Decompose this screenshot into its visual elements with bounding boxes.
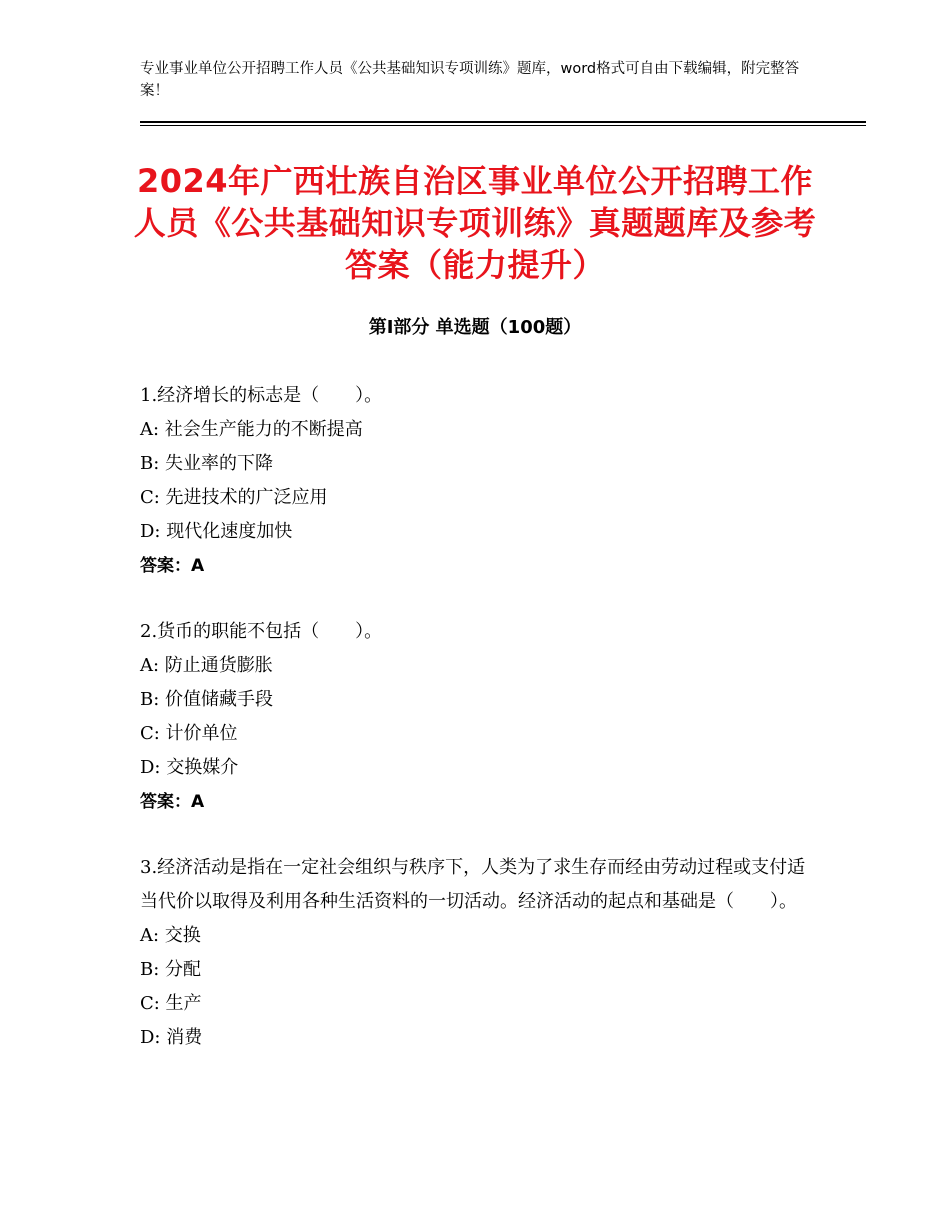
- header-divider-thin: [140, 125, 866, 126]
- option-a: A: 交换: [140, 925, 201, 946]
- option-c: C: 生产: [140, 993, 202, 1014]
- question-1: [140, 379, 810, 583]
- question-3: [140, 851, 810, 1055]
- document-title: 2024年广西壮族自治区事业单位公开招聘工作人员《公共基础知识专项训练》真题题库及参考答案（能力提升）: [133, 162, 817, 284]
- option-d: D: 消费: [140, 1027, 203, 1048]
- question-list: [140, 379, 810, 1087]
- question-stem: 2.货币的职能不包括（ ）。: [140, 621, 383, 642]
- header-divider-thick: [140, 121, 866, 123]
- header-note: 专业事业单位公开招聘工作人员《公共基础知识专项训练》题库，word格式可自由下载编辑，附完整答案！: [140, 61, 800, 99]
- question-stem: 1.经济增长的标志是（ ）。: [140, 385, 383, 406]
- answer-label: 答案：A: [140, 556, 205, 576]
- option-a: A: 社会生产能力的不断提高: [140, 419, 363, 440]
- option-b: B: 价值储藏手段: [140, 689, 274, 710]
- option-c: C: 计价单位: [140, 723, 238, 744]
- question-stem: 3.经济活动是指在一定社会组织与秩序下，人类为了求生存而经由劳动过程或支付适当代价以取得及利用各种生活资料的一切活动。经济活动的起点和基础是（ ）。: [140, 857, 806, 912]
- section-title: 第Ⅰ部分 单选题（100题）: [368, 317, 582, 338]
- answer-label: 答案：A: [140, 792, 205, 812]
- option-a: A: 防止通货膨胀: [140, 655, 273, 676]
- option-d: D: 交换媒介: [140, 757, 239, 778]
- option-c: C: 先进技术的广泛应用: [140, 487, 328, 508]
- option-b: B: 失业率的下降: [140, 453, 274, 474]
- question-2: [140, 615, 810, 819]
- option-b: B: 分配: [140, 959, 202, 980]
- option-d: D: 现代化速度加快: [140, 521, 293, 542]
